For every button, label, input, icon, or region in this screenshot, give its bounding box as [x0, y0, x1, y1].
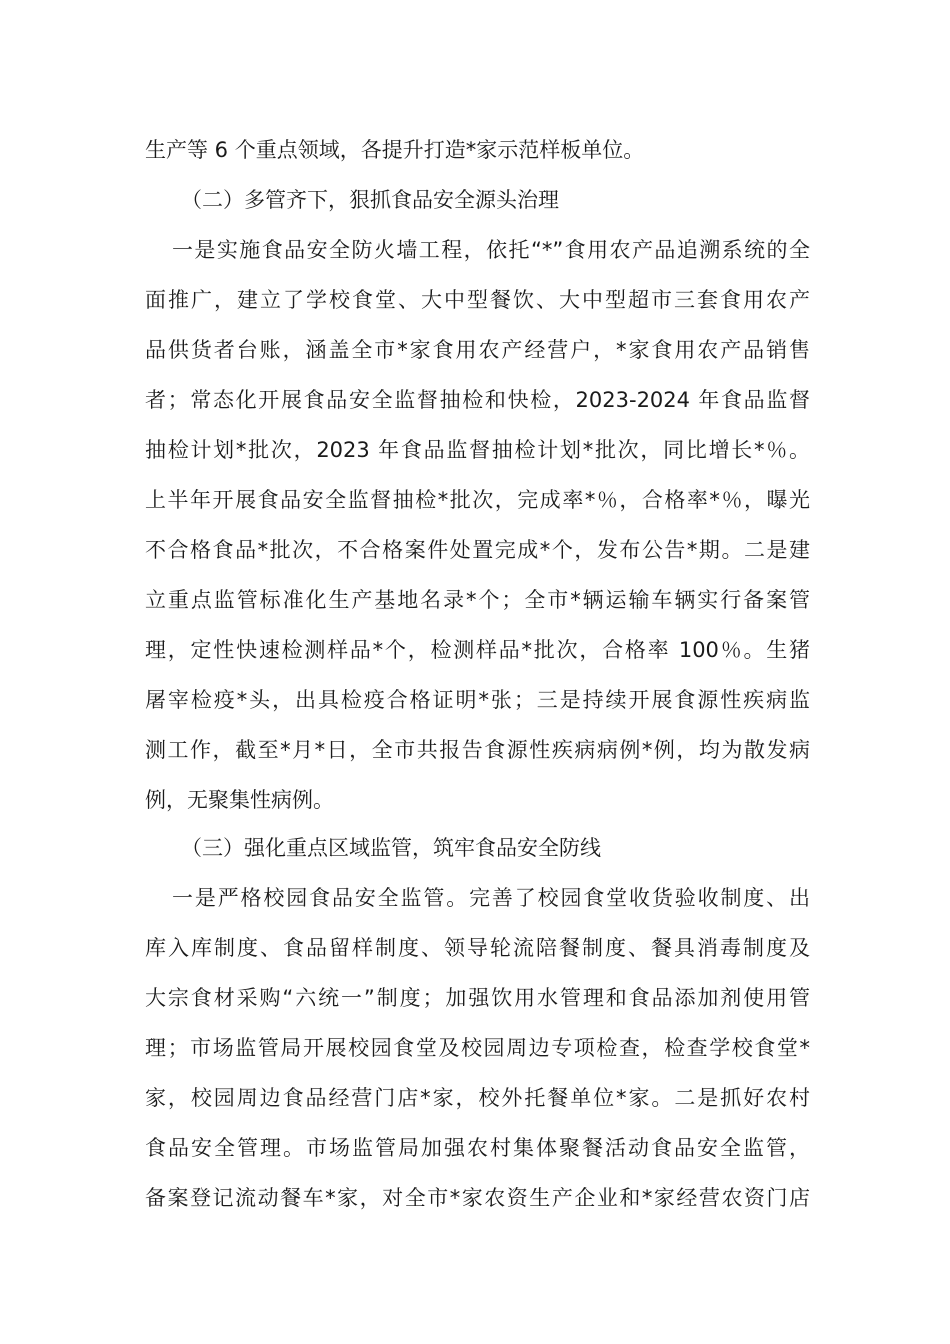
paragraph-line: 大宗食材采购“六统一”制度；加强饮用水管理和食品添加剂使用管: [145, 986, 810, 1010]
paragraph-line: 不合格食品*批次，不合格案件处置完成*个，发布公告*期。二是建: [145, 538, 810, 562]
paragraph-line: 立重点监管标准化生产基地名录*个；全市*辆运输车辆实行备案管: [145, 588, 810, 612]
paragraph-line: 品供货者台账，涵盖全市*家食用农产经营户，*家食用农产品销售: [145, 338, 810, 362]
paragraph-line: 抽检计划*批次，2023 年食品监督抽检计划*批次，同比增长*％。: [145, 438, 810, 462]
paragraph-line: 测工作，截至*月*日，全市共报告食源性疾病病例*例，均为散发病: [145, 738, 810, 762]
paragraph-line: 理，定性快速检测样品*个，检测样品*批次，合格率 100％。生猪: [145, 638, 810, 662]
section-heading-3: （三）强化重点区域监管，筑牢食品安全防线: [181, 836, 601, 860]
paragraph-line: 一是严格校园食品安全监管。完善了校园食堂收货验收制度、出: [172, 886, 810, 910]
paragraph-line: 食品安全管理。市场监管局加强农村集体聚餐活动食品安全监管，: [145, 1136, 810, 1160]
paragraph-line: 例，无聚集性病例。: [145, 788, 334, 812]
paragraph-line: 屠宰检疫*头，出具检疫合格证明*张；三是持续开展食源性疾病监: [145, 688, 810, 712]
paragraph-line: 备案登记流动餐车*家，对全市*家农资生产企业和*家经营农资门店: [145, 1186, 810, 1210]
paragraph-line: 面推广，建立了学校食堂、大中型餐饮、大中型超市三套食用农产: [145, 288, 810, 312]
paragraph-line: 上半年开展食品安全监督抽检*批次，完成率*％，合格率*％，曝光: [145, 488, 810, 512]
paragraph-line: 理；市场监管局开展校园食堂及校园周边专项检查，检查学校食堂*: [145, 1036, 810, 1060]
text-line-continuation: 生产等 6 个重点领域，各提升打造*家示范样板单位。: [145, 138, 645, 162]
section-heading-2: （二）多管齐下，狠抓食品安全源头治理: [181, 188, 559, 212]
paragraph-line: 库入库制度、食品留样制度、领导轮流陪餐制度、餐具消毒制度及: [145, 936, 810, 960]
paragraph-line: 家，校园周边食品经营门店*家，校外托餐单位*家。二是抓好农村: [145, 1086, 810, 1110]
paragraph-line: 一是实施食品安全防火墙工程，依托“*”食用农产品追溯系统的全: [172, 238, 810, 262]
paragraph-line: 者；常态化开展食品安全监督抽检和快检，2023-2024 年食品监督: [145, 388, 810, 412]
